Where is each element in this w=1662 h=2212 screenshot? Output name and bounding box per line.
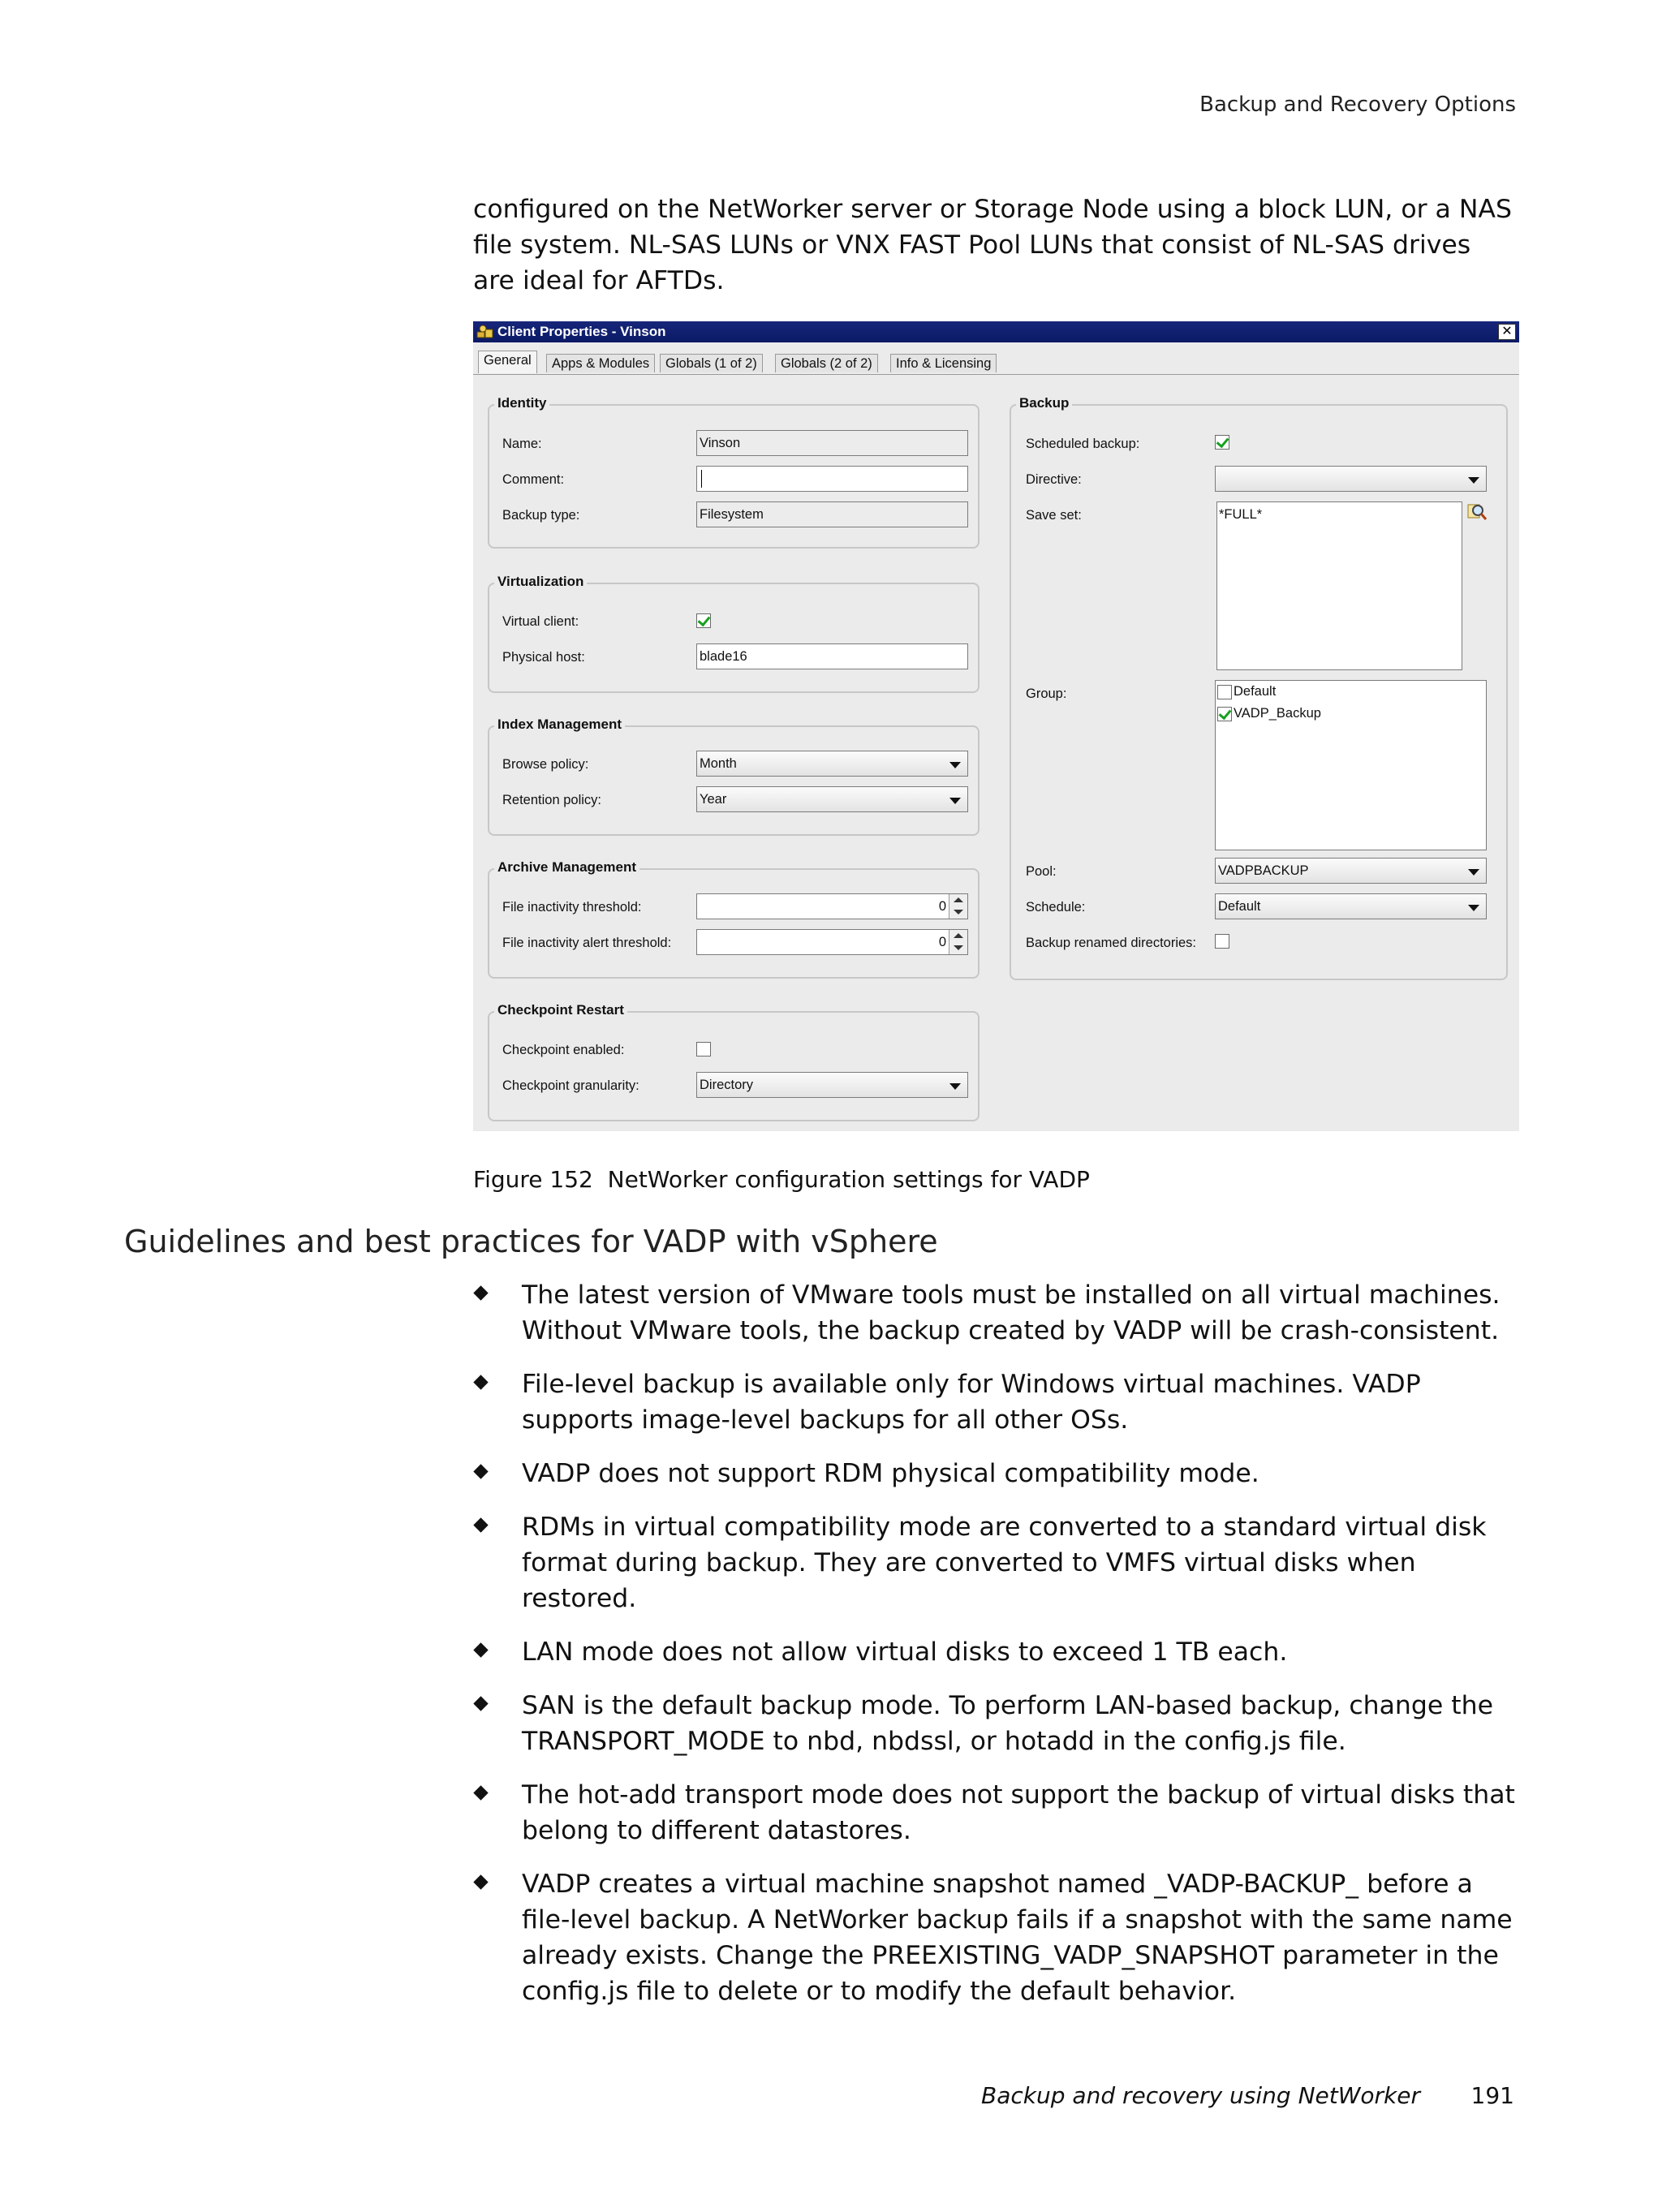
alert-threshold-spinner[interactable] bbox=[696, 929, 968, 955]
list-item bbox=[473, 1277, 1528, 1349]
spinner-arrows-icon[interactable] bbox=[949, 930, 967, 954]
client-icon bbox=[476, 325, 494, 339]
pool-select[interactable]: VADPBACKUP bbox=[1215, 858, 1487, 884]
inactivity-threshold-label: File inactivity threshold: bbox=[502, 900, 642, 914]
tab-globals-2[interactable]: Globals (2 of 2) bbox=[775, 354, 878, 372]
running-header: Backup and Recovery Options bbox=[1199, 93, 1516, 117]
list-item-text: LAN mode does not allow virtual disks to exceed 1 TB each. bbox=[522, 1637, 1288, 1667]
client-properties-dialog bbox=[473, 321, 1519, 1131]
bullet-diamond-icon bbox=[473, 1874, 488, 1889]
save-set-value: *FULL* bbox=[1219, 507, 1263, 522]
list-item-text: VADP does not support RDM physical compatibility mode. bbox=[522, 1459, 1259, 1488]
archive-management-group bbox=[488, 859, 980, 979]
search-icon[interactable] bbox=[1466, 501, 1488, 523]
dialog-titlebar bbox=[473, 321, 1519, 342]
save-set-textarea[interactable] bbox=[1216, 501, 1462, 670]
checkpoint-granularity-select[interactable]: Directory bbox=[696, 1072, 968, 1098]
identity-title: Identity bbox=[494, 395, 549, 411]
group-default-label: Default bbox=[1234, 684, 1277, 699]
group-item-vadp-backup[interactable] bbox=[1217, 704, 1321, 722]
tab-bar bbox=[478, 351, 1519, 373]
list-item-text: SAN is the default backup mode. To perform LAN-based backup, change the TRANSPORT_MODE to nbd, nbdssl, or hotadd in the config.js file. bbox=[522, 1691, 1493, 1756]
bullet-diamond-icon bbox=[473, 1464, 488, 1478]
backup-type-label: Backup type: bbox=[502, 508, 580, 523]
list-item bbox=[473, 1366, 1528, 1438]
directive-select[interactable] bbox=[1215, 466, 1487, 492]
list-item-text: File-level backup is available only for Windows virtual machines. VADP supports image-level backups for all other OSs. bbox=[522, 1370, 1421, 1435]
renamed-directories-checkbox[interactable] bbox=[1215, 934, 1229, 949]
index-management-group bbox=[488, 717, 980, 836]
inactivity-threshold-spinner[interactable] bbox=[696, 893, 968, 919]
checkpoint-restart-group bbox=[488, 1002, 980, 1121]
guidelines-list bbox=[473, 1277, 1528, 2027]
physical-host-field[interactable]: blade16 bbox=[696, 643, 968, 669]
backup-type-field[interactable]: Filesystem bbox=[696, 501, 968, 527]
group-list[interactable] bbox=[1215, 680, 1487, 850]
directive-label: Directive: bbox=[1026, 472, 1082, 487]
checkpoint-restart-title: Checkpoint Restart bbox=[494, 1002, 627, 1018]
browse-policy-label: Browse policy: bbox=[502, 757, 589, 772]
group-item-default[interactable] bbox=[1217, 682, 1276, 700]
checkpoint-granularity-label: Checkpoint granularity: bbox=[502, 1078, 639, 1093]
list-item-text: The latest version of VMware tools must be installed on all virtual machines. Without VMware tools, the backup created by VADP will be crash-consistent. bbox=[522, 1280, 1501, 1345]
bullet-diamond-icon bbox=[473, 1642, 488, 1657]
retention-policy-label: Retention policy: bbox=[502, 793, 601, 807]
dialog-title: Client Properties - Vinson bbox=[497, 324, 666, 339]
figure-number: Figure 152 bbox=[473, 1166, 593, 1193]
list-item bbox=[473, 1866, 1528, 2009]
schedule-select[interactable]: Default bbox=[1215, 893, 1487, 919]
scheduled-backup-label: Scheduled backup: bbox=[1026, 437, 1140, 451]
browse-policy-select[interactable]: Month bbox=[696, 751, 968, 777]
figure-caption bbox=[473, 1166, 1090, 1193]
tab-general[interactable]: General bbox=[478, 351, 537, 373]
group-vadp-backup-label: VADP_Backup bbox=[1234, 706, 1321, 721]
tab-divider bbox=[473, 374, 1519, 375]
virtualization-title: Virtualization bbox=[494, 574, 587, 590]
virtualization-group bbox=[488, 574, 980, 693]
list-item-text: The hot-add transport mode does not support the backup of virtual disks that belong to different datastores. bbox=[522, 1780, 1515, 1845]
pool-label: Pool: bbox=[1026, 864, 1057, 879]
list-item bbox=[473, 1509, 1528, 1616]
group-vadp-backup-checkbox[interactable] bbox=[1217, 707, 1232, 721]
list-item bbox=[473, 1456, 1528, 1491]
archive-management-title: Archive Management bbox=[494, 859, 639, 876]
list-item bbox=[473, 1777, 1528, 1848]
bullet-diamond-icon bbox=[473, 1285, 488, 1300]
list-item-text: RDMs in virtual compatibility mode are converted to a standard virtual disk format during backup. They are converted to VMFS virtual disks when restored. bbox=[522, 1513, 1487, 1613]
group-default-checkbox[interactable] bbox=[1217, 685, 1232, 699]
list-item-text: VADP creates a virtual machine snapshot named _VADP-BACKUP_ before a file-level backup. A NetWorker backup fails if a snapshot with the same name already exists. Change the PREEXISTING_VADP_SNAPSHOT parameter in the config.js file to delete or to modify the default behavior. bbox=[522, 1870, 1513, 2006]
save-set-label: Save set: bbox=[1026, 508, 1082, 523]
scheduled-backup-checkbox[interactable] bbox=[1215, 435, 1229, 450]
section-heading: Guidelines and best practices for VADP with vSphere bbox=[124, 1224, 938, 1259]
list-item bbox=[473, 1634, 1528, 1670]
virtual-client-checkbox[interactable] bbox=[696, 613, 711, 628]
intro-paragraph: configured on the NetWorker server or Storage Node using a block LUN, or a NAS file system. NL-SAS LUNs or VNX FAST Pool LUNs that consist of NL-SAS drives are ideal for AFTDs. bbox=[473, 195, 1512, 295]
virtual-client-label: Virtual client: bbox=[502, 614, 579, 629]
bullet-diamond-icon bbox=[473, 1375, 488, 1389]
backup-title: Backup bbox=[1016, 395, 1072, 411]
physical-host-label: Physical host: bbox=[502, 650, 585, 665]
group-label: Group: bbox=[1026, 686, 1067, 701]
checkpoint-enabled-checkbox[interactable] bbox=[696, 1042, 711, 1057]
comment-field[interactable] bbox=[696, 466, 968, 492]
index-management-title: Index Management bbox=[494, 717, 625, 733]
tab-apps-modules[interactable]: Apps & Modules bbox=[546, 354, 655, 372]
tab-globals-1[interactable]: Globals (1 of 2) bbox=[660, 354, 763, 372]
list-item bbox=[473, 1688, 1528, 1759]
footer-title: Backup and recovery using NetWorker bbox=[981, 2082, 1420, 2109]
bullet-diamond-icon bbox=[473, 1696, 488, 1711]
schedule-label: Schedule: bbox=[1026, 900, 1086, 914]
spinner-arrows-icon[interactable] bbox=[949, 894, 967, 919]
tab-info-licensing[interactable]: Info & Licensing bbox=[890, 354, 997, 372]
figure-text: NetWorker configuration settings for VADP bbox=[607, 1166, 1090, 1193]
alert-threshold-value: 0 bbox=[938, 935, 946, 949]
name-field[interactable]: Vinson bbox=[696, 430, 968, 456]
checkpoint-enabled-label: Checkpoint enabled: bbox=[502, 1043, 625, 1057]
renamed-directories-label: Backup renamed directories: bbox=[1026, 936, 1197, 950]
bullet-diamond-icon bbox=[473, 1785, 488, 1800]
page-number: 191 bbox=[1470, 2082, 1514, 2109]
close-icon[interactable]: ✕ bbox=[1498, 324, 1516, 340]
bullet-diamond-icon bbox=[473, 1517, 488, 1532]
alert-threshold-label: File inactivity alert threshold: bbox=[502, 936, 672, 950]
inactivity-threshold-value: 0 bbox=[938, 899, 946, 914]
text-caret bbox=[701, 470, 702, 488]
name-label: Name: bbox=[502, 437, 542, 451]
retention-policy-select[interactable]: Year bbox=[696, 786, 968, 812]
comment-label: Comment: bbox=[502, 472, 565, 487]
